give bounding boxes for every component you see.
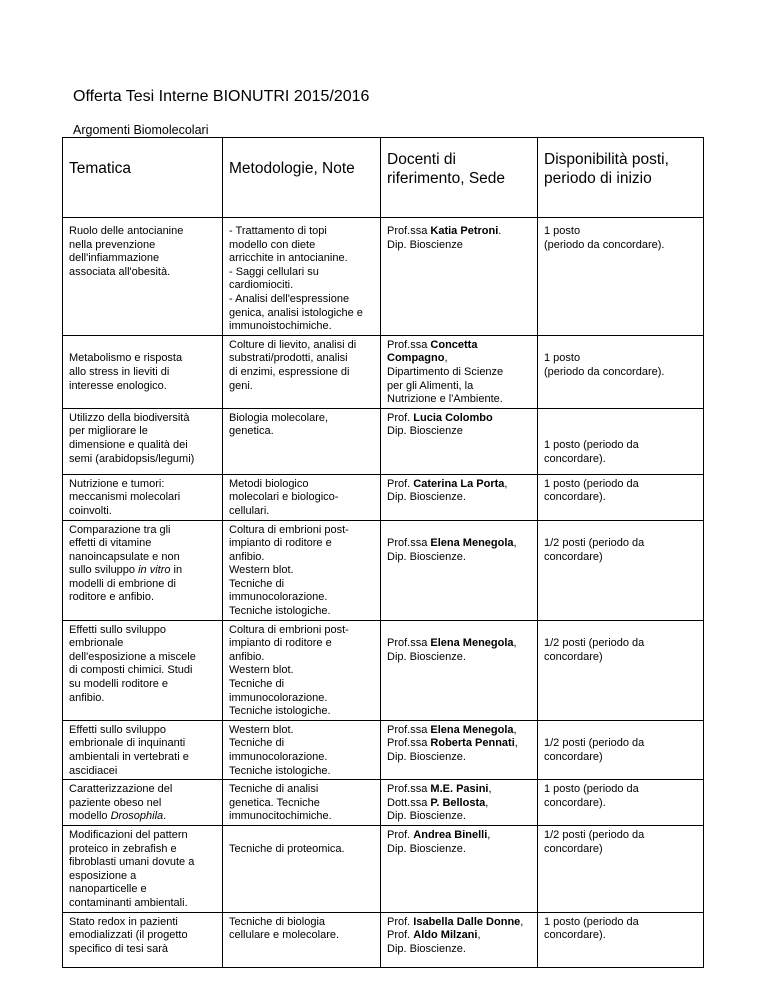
text-run: Prof.ssa: [387, 783, 431, 796]
cell-docenti: [381, 520, 538, 620]
text-run: Dipartimento di Scienze: [387, 365, 504, 378]
text-run: Prof.: [387, 477, 414, 490]
text-run: .: [163, 810, 167, 823]
cell-line: [69, 810, 216, 824]
cell-line: Tecniche istologiche.: [229, 764, 331, 777]
cell-docenti: [381, 474, 538, 520]
cell-line: [69, 797, 216, 811]
cell-line: (periodo da concordare).: [544, 238, 665, 251]
text-run: .: [498, 225, 502, 237]
cell-line: 1 posto (periodo da: [544, 438, 639, 451]
cell-line: 1 posto: [544, 352, 581, 365]
cell-line: 1 posto: [544, 225, 581, 237]
name-bold: Andrea Binelli: [413, 828, 488, 841]
cell-line: Tecniche istologiche.: [229, 605, 331, 618]
cell-docenti: [381, 780, 538, 826]
text-run: Dip. Bioscienze.: [387, 810, 466, 823]
cell-line: dell'esposizione a miscele: [69, 650, 196, 663]
cell-line: contaminanti ambientali.: [69, 896, 188, 909]
cell-line: [387, 537, 531, 551]
header-line: Docenti di: [387, 151, 456, 168]
cell-line: allo stress in lieviti di: [69, 365, 170, 378]
name-bold: Elena Menegola: [430, 537, 514, 550]
cell-metodologie: [223, 408, 381, 474]
cell-line: 1/2 posti (periodo da: [544, 737, 645, 750]
cell-line: cellulari.: [229, 504, 270, 517]
name-bold: Aldo Milzani: [413, 929, 478, 942]
cell-line: [387, 412, 531, 426]
cell-line: - Saggi cellulari su: [229, 265, 319, 278]
text-run: Prof.: [387, 915, 414, 928]
cell-line: impianto di roditore e: [229, 537, 332, 550]
text-run: ,: [504, 477, 508, 490]
italic-term: in vitro: [138, 564, 171, 577]
cell-line: [69, 578, 216, 592]
cell-line: [387, 724, 531, 738]
cell-line: Metodi biologico: [229, 477, 309, 490]
cell-line: coinvolti.: [69, 504, 112, 517]
cell-line: su modelli roditore e: [69, 678, 169, 691]
name-bold: Elena Menegola: [430, 637, 514, 650]
text-run: Prof.: [387, 929, 414, 942]
cell-line: nanoparticelle e: [69, 883, 147, 896]
cell-line: [387, 751, 531, 765]
cell-line: immunocolorazione.: [229, 691, 328, 704]
table-row: [63, 218, 704, 336]
text-run: Dip. Bioscienze.: [387, 842, 466, 855]
cell-line: 1/2 posti (periodo da: [544, 637, 645, 650]
cell-metodologie: [223, 780, 381, 826]
name-bold: P. Bellosta: [430, 796, 486, 809]
cell-line: [544, 524, 697, 538]
cell-line: (periodo da concordare).: [544, 365, 665, 378]
table-row: [63, 474, 704, 520]
text-run: ,: [485, 796, 489, 809]
text-run: ,: [520, 915, 524, 928]
cell-line: - Trattamento di topi: [229, 225, 327, 237]
cell-line: [387, 551, 531, 565]
cell-tematica: [63, 780, 223, 826]
cell-line: [69, 524, 216, 538]
cell-docenti: [381, 825, 538, 912]
cell-line: immunocitochimiche.: [229, 810, 332, 823]
cell-docenti: [381, 408, 538, 474]
cell-line: [69, 564, 216, 578]
cell-line: specifico di tesi sarà: [69, 942, 169, 955]
cell-line: [387, 524, 531, 538]
text-run: ,: [513, 723, 517, 736]
cell-line: anfibio.: [229, 550, 265, 563]
text-run: Prof.ssa: [387, 737, 431, 750]
cell-line: concordare): [544, 650, 603, 663]
text-run: modelli di embrione di: [69, 577, 176, 590]
table-row: [63, 912, 704, 967]
text-run: Prof.ssa: [387, 225, 431, 237]
cell-line: ascidiacei: [69, 764, 118, 777]
cell-posti: [538, 825, 704, 912]
cell-line: [387, 425, 531, 439]
cell-line: Effetti sullo sviluppo: [69, 623, 167, 636]
cell-line: [387, 225, 531, 239]
cell-line: Western blot.: [229, 564, 294, 577]
cell-line: [69, 537, 216, 551]
cell-line: immunocolorazione.: [229, 751, 328, 763]
name-bold: Isabella Dalle Donne: [413, 915, 521, 928]
cell-line: Modificazioni del pattern: [69, 828, 188, 841]
cell-line: concordare): [544, 550, 603, 563]
cell-line: [387, 783, 531, 797]
cell-line: [387, 829, 531, 843]
cell-docenti: [381, 620, 538, 720]
text-run: ,: [513, 537, 517, 550]
cell-line: concordare): [544, 842, 603, 855]
cell-metodologie: [223, 335, 381, 408]
text-run: Dott.ssa: [387, 796, 431, 809]
text-run: nanoincapsulate e non: [69, 550, 180, 563]
text-run: ,: [444, 352, 448, 365]
header-tematica: [63, 138, 223, 218]
cell-docenti: [381, 335, 538, 408]
text-run: modello: [69, 810, 111, 823]
cell-line: embrionale di inquinanti: [69, 737, 186, 750]
section-subtitle: Argomenti Biomolecolari: [73, 123, 209, 137]
cell-line: esposizione a: [69, 869, 137, 882]
cell-line: Coltura di embrioni post-: [229, 623, 349, 636]
name-bold: Katia Petroni: [430, 225, 499, 237]
cell-line: [387, 624, 531, 638]
table-row: [63, 335, 704, 408]
cell-posti: [538, 520, 704, 620]
cell-line: impianto di roditore e: [229, 637, 332, 650]
cell-line: Metabolismo e risposta: [69, 352, 183, 365]
table-row: [63, 620, 704, 720]
cell-posti: [538, 620, 704, 720]
cell-line: Coltura di embrioni post-: [229, 523, 349, 536]
header-line: periodo di inizio: [544, 170, 652, 187]
cell-line: immunoistochimiche.: [229, 320, 332, 333]
text-run: Caratterizzazione del: [69, 783, 173, 796]
cell-line: [387, 929, 531, 943]
cell-line: Tecniche di: [229, 737, 285, 750]
cell-tematica: [63, 335, 223, 408]
cell-line: Utilizzo della biodiversità: [69, 411, 190, 424]
cell-metodologie: [223, 520, 381, 620]
cell-line: Western blot.: [229, 723, 294, 736]
cell-tematica: [63, 408, 223, 474]
cell-line: Ruolo delle antocianine: [69, 225, 184, 237]
cell-line: anfibio.: [69, 691, 105, 704]
header-docenti: [381, 138, 538, 218]
cell-line: [229, 829, 374, 843]
cell-line: [544, 624, 697, 638]
header-line: Tematica: [69, 160, 132, 177]
cell-posti: [538, 474, 704, 520]
text-run: effetti di vitamine: [69, 537, 152, 550]
name-bold: Caterina La Porta: [413, 477, 505, 490]
cell-line: Tecniche di: [229, 577, 285, 590]
cell-line: concordare): [544, 751, 603, 763]
cell-line: [387, 491, 531, 505]
cell-line: genetica. Tecniche: [229, 796, 320, 809]
cell-docenti: [381, 912, 538, 967]
cell-line: dell'infiammazione: [69, 252, 160, 265]
cell-docenti: [381, 720, 538, 779]
cell-line: [387, 810, 531, 824]
cell-line: geni.: [229, 379, 253, 392]
cell-line: concordare).: [544, 796, 606, 809]
cell-line: [387, 393, 531, 407]
cell-metodologie: [223, 912, 381, 967]
text-run: Prof.: [387, 828, 414, 841]
text-run: ,: [513, 637, 517, 650]
cell-line: Effetti sullo sviluppo: [69, 723, 167, 736]
cell-line: [544, 425, 697, 439]
cell-posti: [538, 780, 704, 826]
cell-line: 1 posto (periodo da: [544, 783, 639, 796]
cell-line: genica, analisi istologiche e: [229, 306, 363, 319]
cell-line: [387, 737, 531, 751]
cell-line: emodializzati (il progetto: [69, 929, 188, 942]
table-row: [63, 780, 704, 826]
cell-line: [544, 724, 697, 738]
cell-line: anfibio.: [229, 650, 265, 663]
cell-line: [387, 651, 531, 665]
cell-posti: [538, 218, 704, 336]
table-row: [63, 720, 704, 779]
thesis-table: [62, 137, 704, 968]
cell-line: 1/2 posti (periodo da: [544, 828, 645, 841]
cell-tematica: [63, 474, 223, 520]
cell-metodologie: [223, 218, 381, 336]
header-line: Disponibilità posti,: [544, 151, 669, 168]
cell-metodologie: [223, 474, 381, 520]
cell-line: [69, 591, 216, 605]
header-line: riferimento, Sede: [387, 170, 506, 187]
text-run: Nutrizione e l'Ambiente.: [387, 393, 503, 406]
table-row: [63, 408, 704, 474]
cell-line: Colture di lievito, analisi di: [229, 338, 357, 351]
cell-line: modello con diete: [229, 238, 316, 251]
text-run: Prof.ssa: [387, 537, 431, 550]
cell-line: [387, 943, 531, 957]
cell-tematica: [63, 825, 223, 912]
table-row: [63, 520, 704, 620]
text-run: sullo sviluppo: [69, 564, 139, 577]
header-row: [63, 138, 704, 218]
text-run: paziente obeso nel: [69, 796, 162, 809]
cell-line: arricchite in antocianine.: [229, 252, 348, 265]
cell-line: [387, 339, 531, 353]
cell-line: molecolari e biologico-: [229, 491, 339, 504]
cell-line: [387, 380, 531, 394]
cell-line: concordare).: [544, 452, 606, 465]
cell-line: [69, 339, 216, 353]
text-run: Dip. Bioscienze: [387, 238, 463, 251]
cell-line: dimensione e qualità dei: [69, 438, 188, 451]
cell-line: Tecniche istologiche.: [229, 705, 331, 718]
cell-line: Tecniche di analisi: [229, 783, 319, 796]
cell-metodologie: [223, 825, 381, 912]
header-line: Metodologie, Note: [229, 160, 355, 177]
cell-line: Tecniche di: [229, 678, 285, 691]
text-run: roditore e anfibio.: [69, 591, 154, 604]
cell-line: [387, 366, 531, 380]
name-bold: Compagno: [387, 352, 445, 365]
cell-tematica: [63, 620, 223, 720]
cell-line: Tecniche di biologia: [229, 915, 326, 928]
cell-line: [387, 637, 531, 651]
cell-line: associata all'obesità.: [69, 265, 171, 278]
cell-line: per migliorare le: [69, 425, 148, 438]
cell-line: [387, 843, 531, 857]
cell-tematica: [63, 720, 223, 779]
cell-line: Stato redox in pazienti: [69, 915, 178, 928]
cell-line: immunocolorazione.: [229, 591, 328, 604]
cell-metodologie: [223, 720, 381, 779]
cell-line: genetica.: [229, 425, 274, 438]
cell-tematica: [63, 912, 223, 967]
cell-posti: [538, 720, 704, 779]
italic-term: Drosophila: [110, 810, 164, 823]
cell-line: [387, 239, 531, 253]
cell-line: nella prevenzione: [69, 238, 156, 251]
header-metodologie: [223, 138, 381, 218]
text-run: Dip. Bioscienze.: [387, 550, 466, 563]
text-run: Prof.ssa: [387, 723, 431, 736]
cell-line: cellulare e molecolare.: [229, 929, 340, 942]
cell-line: ambientali in vertebrati e: [69, 751, 189, 763]
cell-posti: [538, 408, 704, 474]
cell-line: [544, 339, 697, 353]
cell-line: semi (arabidopsis/legumi): [69, 452, 195, 465]
cell-tematica: [63, 218, 223, 336]
cell-docenti: [381, 218, 538, 336]
name-bold: Roberta Pennati: [430, 737, 515, 750]
text-run: Prof.ssa: [387, 637, 431, 650]
text-run: Prof.ssa: [387, 338, 431, 351]
cell-posti: [538, 912, 704, 967]
text-run: ,: [514, 737, 518, 750]
cell-line: [387, 797, 531, 811]
cell-line: fibroblasti umani dovute a: [69, 856, 195, 869]
text-run: Dip. Bioscienze.: [387, 942, 466, 955]
text-run: Comparazione tra gli: [69, 523, 171, 536]
cell-line: Biologia molecolare,: [229, 411, 329, 424]
header-posti: [538, 138, 704, 218]
cell-line: 1 posto (periodo da: [544, 915, 639, 928]
cell-line: [69, 551, 216, 565]
cell-line: - Analisi dell'espressione: [229, 292, 350, 305]
cell-tematica: [63, 520, 223, 620]
cell-line: interesse enologico.: [69, 379, 167, 392]
text-run: Dip. Bioscienze.: [387, 491, 466, 504]
text-run: Dip. Bioscienze.: [387, 650, 466, 663]
cell-line: concordare).: [544, 491, 606, 504]
cell-line: concordare).: [544, 929, 606, 942]
text-run: ,: [477, 929, 481, 942]
cell-line: 1 posto (periodo da: [544, 477, 639, 490]
text-run: ,: [487, 828, 491, 841]
cell-metodologie: [223, 620, 381, 720]
name-bold: Lucia Colombo: [413, 411, 493, 424]
text-run: per gli Alimenti, la: [387, 379, 474, 392]
cell-line: di enzimi, espressione di: [229, 365, 350, 378]
cell-line: cardiomiociti.: [229, 279, 294, 292]
cell-line: Tecniche di proteomica.: [229, 842, 345, 855]
cell-line: proteico in zebrafish e: [69, 842, 177, 855]
cell-line: embrionale: [69, 637, 124, 650]
text-run: Dip. Bioscienze.: [387, 751, 466, 763]
text-run: ,: [488, 783, 492, 796]
cell-line: [544, 412, 697, 426]
cell-line: [387, 352, 531, 366]
cell-line: substrati/prodotti, analisi: [229, 352, 348, 365]
name-bold: Concetta: [430, 338, 478, 351]
cell-line: [387, 916, 531, 930]
cell-line: [69, 783, 216, 797]
cell-line: [387, 478, 531, 492]
text-run: Dip. Bioscienze: [387, 425, 463, 438]
name-bold: Elena Menegola: [430, 723, 514, 736]
cell-line: meccanismi molecolari: [69, 491, 181, 504]
cell-line: di composti chimici. Studi: [69, 664, 193, 677]
document-title: Offerta Tesi Interne BIONUTRI 2015/2016: [73, 88, 370, 105]
name-bold: M.E. Pasini: [430, 783, 489, 796]
table-row: [63, 825, 704, 912]
cell-posti: [538, 335, 704, 408]
cell-line: 1/2 posti (periodo da: [544, 537, 645, 550]
text-run: Prof.: [387, 411, 414, 424]
cell-line: Western blot.: [229, 664, 294, 677]
cell-line: Nutrizione e tumori:: [69, 477, 165, 490]
text-run: in: [170, 564, 183, 577]
